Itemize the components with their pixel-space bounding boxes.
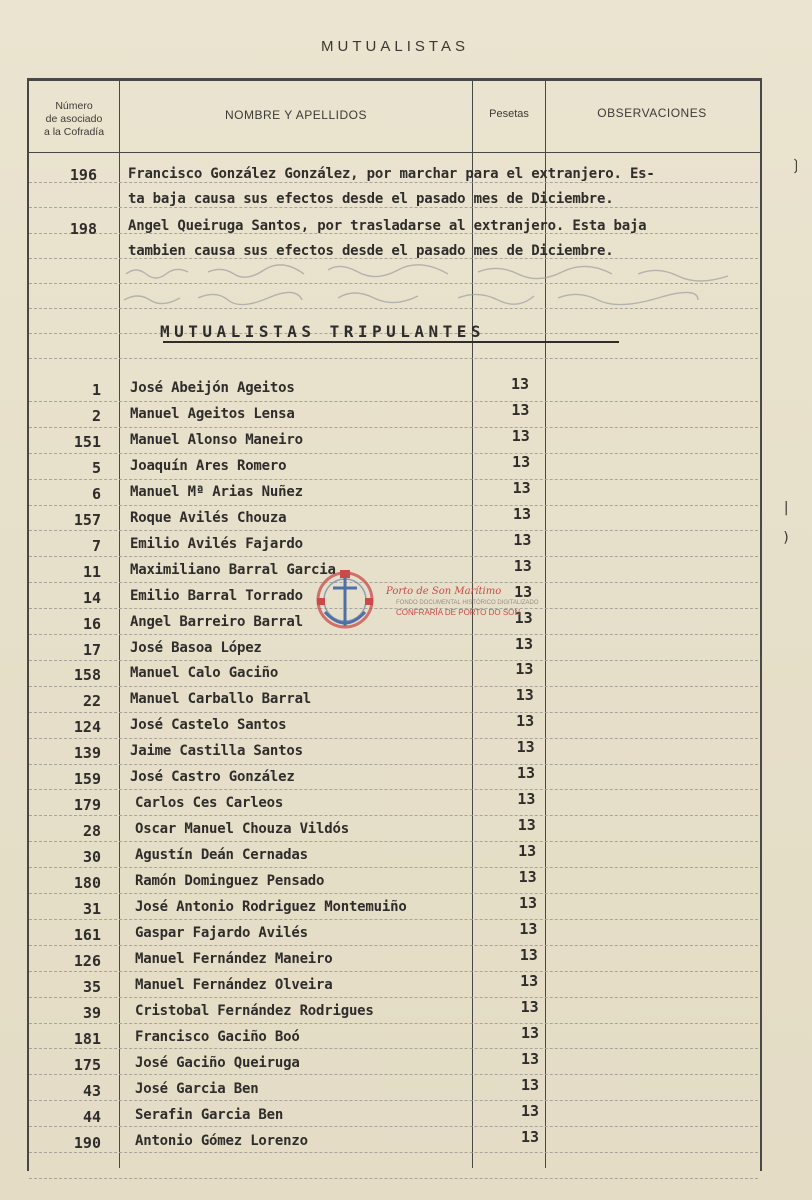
ruled-line (29, 634, 758, 635)
ruled-line (29, 815, 758, 816)
member-name: Serafin Garcia Ben (135, 1107, 284, 1123)
ruled-line (29, 660, 758, 661)
member-number: 175 (73, 1056, 101, 1074)
baja-text-line: tambien causa sus efectos desde el pasado mes de Diciembre. (128, 243, 614, 259)
member-name: Emilio Barral Torrado (130, 588, 303, 604)
ruled-line (29, 401, 758, 402)
member-pesetas: 13 (517, 816, 536, 834)
ruled-line (29, 505, 758, 506)
member-number: 5 (91, 459, 101, 477)
ruled-line (29, 945, 758, 946)
member-number: 39 (82, 1004, 101, 1022)
member-pesetas: 13 (512, 453, 531, 471)
member-name: Manuel Fernández Maneiro (135, 951, 333, 967)
member-number: 30 (82, 848, 101, 866)
member-number: 158 (73, 666, 101, 684)
member-name: José Abeijón Ageitos (130, 380, 295, 396)
ruled-line (29, 1074, 758, 1075)
ruled-line (29, 207, 758, 208)
anchor-stamp-logo (313, 568, 383, 642)
member-number: 179 (73, 796, 101, 814)
member-name: Manuel Fernández Olveira (135, 977, 333, 993)
handwritten-pencil-note (118, 260, 758, 310)
member-name: Emilio Avilés Fajardo (130, 536, 303, 552)
margin-mark: | (782, 500, 791, 516)
member-number: 11 (82, 563, 101, 581)
member-pesetas: 13 (513, 531, 532, 549)
ruled-line (29, 867, 758, 868)
member-number: 7 (91, 537, 101, 555)
member-name: Agustín Deán Cernadas (135, 847, 308, 863)
member-pesetas: 13 (520, 1076, 540, 1094)
ruled-line (29, 530, 758, 531)
ruled-line (29, 608, 758, 609)
member-number: 31 (82, 900, 101, 918)
member-number: 28 (82, 822, 101, 840)
member-pesetas: 13 (518, 868, 537, 886)
member-number: 190 (73, 1134, 101, 1152)
ruled-line (29, 971, 758, 972)
member-pesetas: 13 (517, 790, 536, 808)
member-pesetas: 13 (511, 401, 530, 419)
header-number-line3: a la Cofradía (43, 126, 105, 138)
member-name: Jaime Castilla Santos (130, 743, 303, 759)
member-number: 6 (91, 485, 101, 503)
member-number: 44 (82, 1108, 101, 1126)
header-number-line1: Número (55, 100, 93, 112)
member-number: 124 (73, 718, 101, 736)
member-name: Carlos Ces Carleos (135, 795, 284, 811)
member-number: 35 (82, 978, 101, 996)
member-pesetas: 13 (518, 842, 537, 860)
member-number: 181 (73, 1030, 101, 1048)
ruled-line (29, 1023, 758, 1024)
member-name: Manuel Carballo Barral (130, 691, 312, 707)
member-pesetas: 13 (510, 375, 530, 393)
ruled-line (29, 1152, 758, 1153)
member-name: José Castro González (130, 769, 295, 785)
ruled-line (29, 686, 758, 687)
header-number-column (29, 100, 119, 139)
member-pesetas: 13 (519, 920, 538, 938)
stamp-title: Porto de Son Marítimo (386, 586, 502, 597)
ruled-line (29, 841, 758, 842)
member-name: Manuel Mª Arias Nuñez (130, 484, 303, 500)
stamp-organization: CONFRARÍA DE PORTO DO SON (396, 608, 521, 617)
member-pesetas: 13 (518, 894, 538, 912)
member-pesetas: 13 (520, 1024, 540, 1042)
section-title-underline (163, 341, 619, 343)
baja-text-line: ta baja causa sus efectos desde el pasado mes de Diciembre. (128, 191, 614, 207)
member-number: 1 (91, 381, 101, 399)
ruled-line (29, 712, 758, 713)
member-number: 16 (82, 615, 101, 633)
ruled-line (29, 1178, 758, 1179)
ruled-line (29, 479, 758, 480)
member-pesetas: 13 (519, 946, 538, 964)
member-name: José Basoa López (130, 640, 262, 656)
section-title: MUTUALISTAS TRIPULANTES (160, 322, 486, 341)
ruled-line (29, 893, 758, 894)
baja-number: 196 (69, 166, 97, 184)
member-number: 14 (82, 589, 101, 607)
member-name: Roque Avilés Chouza (130, 510, 287, 526)
member-number: 151 (73, 433, 101, 451)
ruled-line (29, 358, 758, 359)
member-pesetas: 13 (514, 583, 533, 601)
member-name: Angel Barreiro Barral (130, 614, 303, 630)
member-name: Manuel Ageitos Lensa (130, 406, 295, 422)
member-pesetas: 13 (520, 972, 539, 990)
member-number: 43 (82, 1082, 101, 1100)
ruled-line (29, 919, 758, 920)
member-name: Cristobal Fernández Rodrigues (135, 1003, 374, 1019)
baja-text-line: Angel Queiruga Santos, por trasladarse al extranjero. Esta baja (128, 218, 647, 234)
member-pesetas: 13 (520, 1050, 540, 1068)
margin-mark: ) (782, 530, 791, 546)
ruled-line (29, 1126, 758, 1127)
member-number: 161 (73, 926, 101, 944)
header-observations-column: OBSERVACIONES (597, 106, 707, 120)
member-name: Maximiliano Barral Garcia (130, 562, 336, 578)
member-pesetas: 13 (520, 1128, 540, 1146)
member-name: Ramón Dominguez Pensado (135, 873, 325, 889)
member-name: Manuel Calo Gaciño (130, 665, 279, 681)
stamp-subtitle: FONDO DOCUMENTAL HISTÓRICO DIGITALIZADO (396, 600, 539, 606)
member-pesetas: 13 (513, 557, 532, 575)
member-pesetas: 13 (512, 479, 531, 497)
header-pesetas-column: Pesetas (489, 108, 529, 120)
member-pesetas: 13 (520, 1102, 540, 1120)
header-divider (27, 152, 760, 153)
member-name: José Antonio Rodriguez Montemuiño (135, 899, 407, 915)
ruled-line (29, 453, 758, 454)
member-number: 22 (82, 692, 101, 710)
ruled-line (29, 556, 758, 557)
ruled-line (29, 738, 758, 739)
page-title: MUTUALISTAS (321, 38, 469, 55)
member-name: Joaquín Ares Romero (130, 458, 287, 474)
member-name: Gaspar Fajardo Avilés (135, 925, 308, 941)
member-pesetas: 13 (514, 609, 533, 627)
header-number-line2: de asociado (45, 113, 103, 125)
baja-number: 198 (69, 220, 97, 238)
member-number: 157 (73, 511, 101, 529)
member-name: Francisco Gaciño Boó (135, 1029, 300, 1045)
ruled-line (29, 764, 758, 765)
member-pesetas: 13 (512, 505, 532, 523)
member-pesetas: 13 (516, 764, 536, 782)
member-name: Oscar Manuel Chouza Vildós (135, 821, 349, 837)
ruled-line (29, 789, 758, 790)
ruled-line (29, 1048, 758, 1049)
member-name: José Castelo Santos (130, 717, 287, 733)
baja-text-line: Francisco González González, por marchar para el extranjero. Es- (128, 166, 655, 182)
header-name-column: NOMBRE Y APELLIDOS (225, 108, 367, 122)
member-pesetas: 13 (520, 998, 539, 1016)
ruled-line (29, 582, 758, 583)
member-number: 139 (73, 744, 101, 762)
member-number: 126 (73, 952, 101, 970)
member-pesetas: 13 (515, 660, 534, 678)
member-name: José Gaciño Queiruga (135, 1055, 300, 1071)
ruled-line (29, 997, 758, 998)
member-number: 17 (82, 641, 101, 659)
margin-mark: ❳ (790, 155, 801, 176)
member-name: Manuel Alonso Maneiro (130, 432, 303, 448)
member-number: 2 (91, 407, 101, 425)
ruled-line (29, 1100, 758, 1101)
member-pesetas: 13 (516, 712, 535, 730)
member-number: 159 (73, 770, 101, 788)
member-number: 180 (73, 874, 101, 892)
member-pesetas: 13 (511, 427, 530, 445)
column-divider-number (119, 80, 120, 1168)
member-pesetas: 13 (516, 738, 535, 756)
member-name: José Garcia Ben (135, 1081, 259, 1097)
member-name: Antonio Gómez Lorenzo (135, 1133, 308, 1149)
ruled-line (29, 182, 758, 183)
member-pesetas: 13 (514, 635, 534, 653)
ruled-line (29, 427, 758, 428)
member-pesetas: 13 (515, 686, 534, 704)
